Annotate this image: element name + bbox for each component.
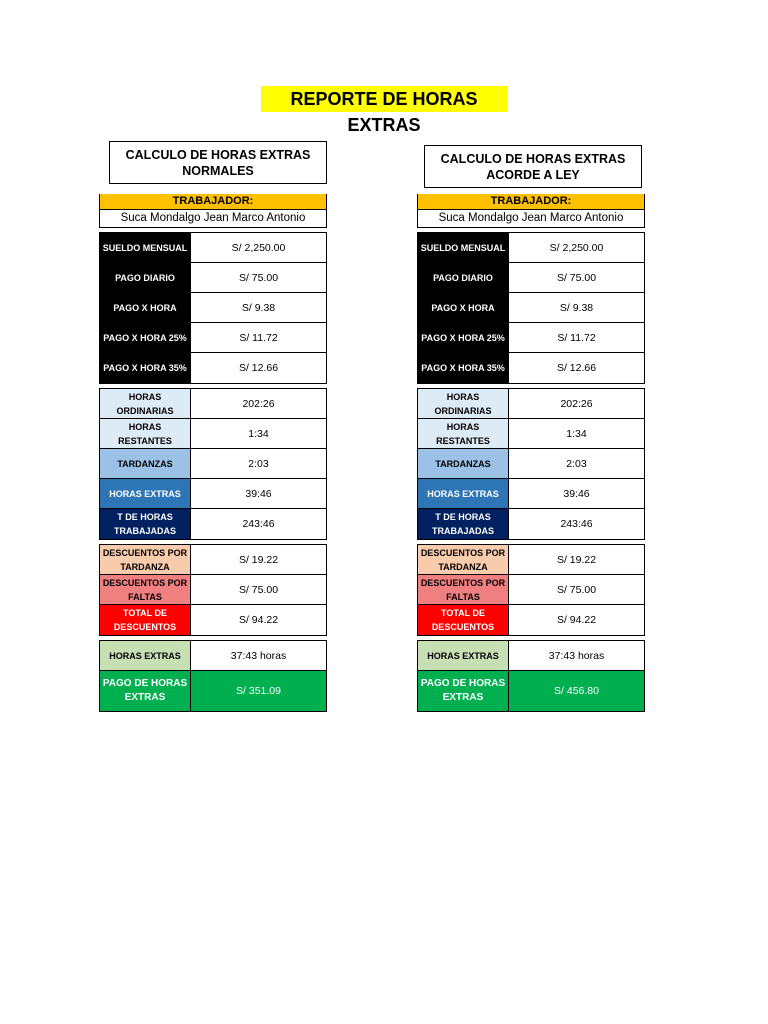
row-label: DESCUENTOS POR TARDANZA xyxy=(418,545,509,574)
worker-name: Suca Mondalgo Jean Marco Antonio xyxy=(417,209,645,228)
row-value: S/ 351.09 xyxy=(191,671,326,711)
row-value: 37:43 horas xyxy=(548,649,605,662)
calc-heading-line2: NORMALES xyxy=(182,163,254,178)
row-value: 39:46 xyxy=(245,487,272,500)
discounts-group xyxy=(417,544,645,636)
row-label: PAGO X HORA xyxy=(418,293,509,322)
row-value: 1:34 xyxy=(248,427,269,440)
hours-group xyxy=(99,388,327,540)
row-total-descuentos xyxy=(418,605,644,635)
row-pago-x-hora-25 xyxy=(418,323,644,353)
row-pago-horas-extras xyxy=(100,671,326,711)
row-tardanzas xyxy=(100,449,326,479)
row-value: S/ 94.22 xyxy=(238,614,279,626)
row-label: HORAS ORDINARIAS xyxy=(100,389,191,418)
row-value: S/ 75.00 xyxy=(238,271,279,284)
row-value: S/ 11.72 xyxy=(239,331,278,344)
row-descuento-tardanza xyxy=(418,545,644,575)
salary-group xyxy=(99,232,327,384)
result-group xyxy=(99,640,327,712)
row-label: SUELDO MENSUAL xyxy=(100,233,191,262)
row-descuento-faltas xyxy=(100,575,326,605)
row-label: PAGO DIARIO xyxy=(100,263,191,292)
row-result-horas-extras xyxy=(100,641,326,671)
row-value: S/ 75.00 xyxy=(556,583,597,596)
row-horas-restantes xyxy=(418,419,644,449)
row-total-horas xyxy=(100,509,326,539)
row-descuento-faltas xyxy=(418,575,644,605)
row-label: T DE HORAS TRABAJADAS xyxy=(100,509,191,539)
row-pago-x-hora-35 xyxy=(418,353,644,383)
row-label: PAGO X HORA xyxy=(100,293,191,322)
row-value: S/ 19.22 xyxy=(238,553,279,566)
row-horas-restantes xyxy=(100,419,326,449)
row-value: S/ 456.80 xyxy=(509,671,644,711)
row-descuento-tardanza xyxy=(100,545,326,575)
row-value: S/ 19.22 xyxy=(556,553,597,566)
row-label: DESCUENTOS POR TARDANZA xyxy=(100,545,191,574)
row-label: HORAS EXTRAS xyxy=(418,641,509,670)
row-value: S/ 2,250.00 xyxy=(549,241,604,254)
row-value: 37:43 horas xyxy=(230,649,287,662)
row-value: 202:26 xyxy=(242,397,275,410)
row-label: HORAS RESTANTES xyxy=(418,419,509,448)
row-value: 2:03 xyxy=(248,457,269,470)
row-value: S/ 11.72 xyxy=(557,331,596,344)
row-label: HORAS EXTRAS xyxy=(418,479,509,508)
row-value: S/ 9.38 xyxy=(241,301,276,314)
row-value: S/ 2,250.00 xyxy=(231,241,286,254)
worker-header: TRABAJADOR: xyxy=(417,194,645,209)
row-value: S/ 12.66 xyxy=(556,362,597,374)
calc-heading-line1: CALCULO DE HORAS EXTRAS xyxy=(125,147,311,162)
row-label: TOTAL DE DESCUENTOS xyxy=(418,605,509,635)
row-value: S/ 9.38 xyxy=(559,301,594,314)
report-title: REPORTE DE HORAS EXTRAS xyxy=(261,86,507,112)
row-label: HORAS EXTRAS xyxy=(100,641,191,670)
calc-heading-line1: CALCULO DE HORAS EXTRAS xyxy=(440,151,626,166)
row-pago-diario xyxy=(418,263,644,293)
row-label: TOTAL DE DESCUENTOS xyxy=(100,605,191,635)
row-value: 243:46 xyxy=(242,518,275,530)
row-horas-extras xyxy=(100,479,326,509)
worker-name: Suca Mondalgo Jean Marco Antonio xyxy=(99,209,327,228)
row-label: DESCUENTOS POR FALTAS xyxy=(100,575,191,604)
row-pago-x-hora xyxy=(418,293,644,323)
row-sueldo-mensual xyxy=(100,233,326,263)
row-pago-x-hora-35 xyxy=(100,353,326,383)
row-horas-ordinarias xyxy=(100,389,326,419)
row-label: SUELDO MENSUAL xyxy=(418,233,509,262)
row-pago-x-hora xyxy=(100,293,326,323)
row-label: PAGO X HORA 25% xyxy=(418,323,509,352)
row-label: T DE HORAS TRABAJADAS xyxy=(418,509,509,539)
row-pago-diario xyxy=(100,263,326,293)
row-value: S/ 75.00 xyxy=(238,583,279,596)
row-value: 2:03 xyxy=(566,457,587,470)
salary-group xyxy=(417,232,645,384)
row-tardanzas xyxy=(418,449,644,479)
row-pago-x-hora-25 xyxy=(100,323,326,353)
calc-heading-line2: ACORDE A LEY xyxy=(486,167,580,182)
row-label: PAGO DE HORAS EXTRAS xyxy=(100,671,191,711)
row-sueldo-mensual xyxy=(418,233,644,263)
discounts-group xyxy=(99,544,327,636)
row-label: PAGO X HORA 35% xyxy=(418,353,509,383)
row-label: HORAS RESTANTES xyxy=(100,419,191,448)
row-value: S/ 94.22 xyxy=(556,614,597,626)
row-label: DESCUENTOS POR FALTAS xyxy=(418,575,509,604)
row-label: TARDANZAS xyxy=(418,449,509,478)
hours-group xyxy=(417,388,645,540)
calc-heading xyxy=(109,141,327,184)
row-result-horas-extras xyxy=(418,641,644,671)
result-group xyxy=(417,640,645,712)
row-value: 243:46 xyxy=(560,518,593,530)
row-value: 39:46 xyxy=(563,487,590,500)
row-label: PAGO X HORA 25% xyxy=(100,323,191,352)
row-horas-ordinarias xyxy=(418,389,644,419)
row-label: PAGO DE HORAS EXTRAS xyxy=(418,671,509,711)
row-label: HORAS EXTRAS xyxy=(100,479,191,508)
row-value: S/ 12.66 xyxy=(238,362,279,374)
row-pago-horas-extras xyxy=(418,671,644,711)
row-total-descuentos xyxy=(100,605,326,635)
worker-header: TRABAJADOR: xyxy=(99,194,327,209)
row-label: TARDANZAS xyxy=(100,449,191,478)
row-value: 202:26 xyxy=(560,397,593,410)
row-horas-extras xyxy=(418,479,644,509)
row-label: HORAS ORDINARIAS xyxy=(418,389,509,418)
row-label: PAGO DIARIO xyxy=(418,263,509,292)
row-value: S/ 75.00 xyxy=(556,271,597,284)
row-total-horas xyxy=(418,509,644,539)
row-label: PAGO X HORA 35% xyxy=(100,353,191,383)
row-value: 1:34 xyxy=(566,427,587,440)
calc-heading xyxy=(424,145,642,188)
